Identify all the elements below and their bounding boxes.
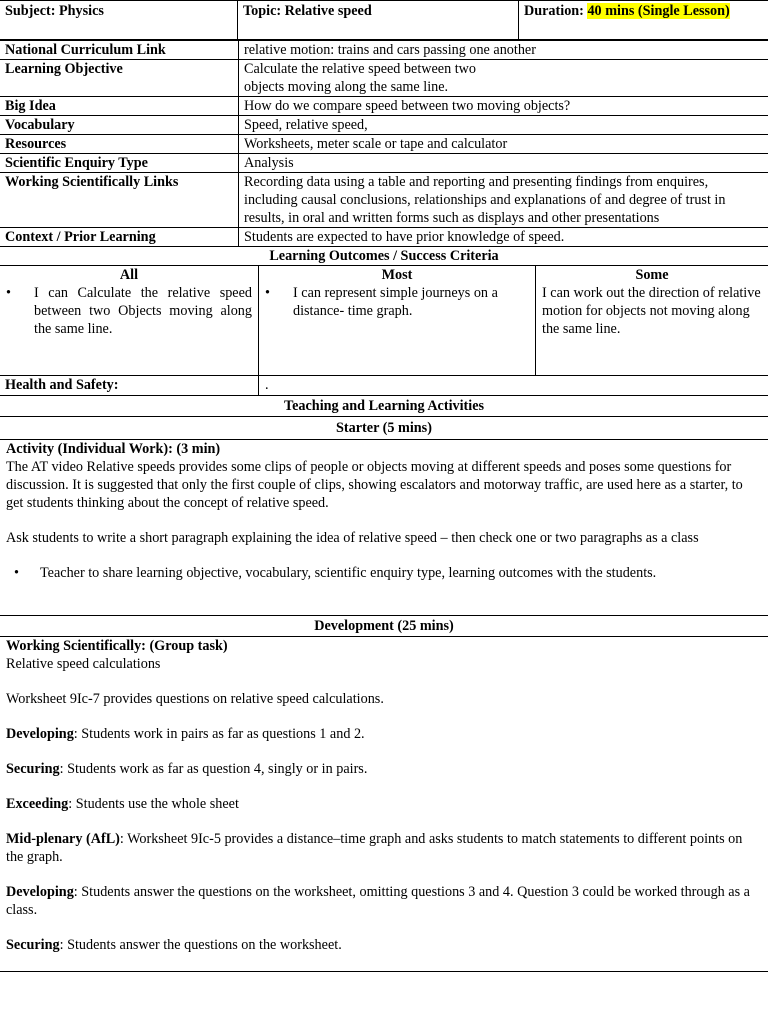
spacer [6,512,762,529]
duration-cell [519,1,768,39]
development-title: Development (25 mins) [0,616,768,637]
info-label: Working Scientifically Links [0,173,239,228]
info-label: Context / Prior Learning [0,228,239,247]
developing-text: : Students work in pairs as far as questions 1 and 2. [73,726,365,742]
info-row [0,41,768,60]
info-label: Big Idea [0,97,239,116]
outcome-all [0,266,259,375]
securing2-item [6,936,762,954]
outcome-most-heading: Most [381,267,413,283]
bullet-icon: • [265,285,270,301]
health-safety-value: . [265,377,269,393]
activities-title: Teaching and Learning Activities [0,396,768,417]
development-end-rule [0,954,768,972]
outcome-most-text [259,284,535,320]
starter-bullet-item [6,564,762,582]
starter-section [0,440,768,582]
outcome-most-body: I can represent simple journeys on a distance- time graph. [293,285,498,319]
outcome-all-first-line [6,284,252,338]
info-value: Recording data using a table and reporting and presenting findings from enquires, including causal conclusions, relationships and explanations of and degree of trust in results, in oral and written forms such as displays and other presentations [239,173,768,228]
midplenary-text: : Worksheet 9Ic-5 provides a distance–time graph and asks students to match statements to different points on the graph. [6,831,743,865]
development-subtitle: Relative speed calculations [6,656,161,672]
spacer [6,778,762,795]
outcome-some [536,266,768,375]
info-label: Scientific Enquiry Type [0,154,239,173]
spacer [6,919,762,936]
info-label: Vocabulary [0,116,239,135]
spacer [6,743,762,760]
starter-paragraph-1: The AT video Relative speeds provides some clips of people or objects moving at different speeds and poses some questions for discussion. It is suggested that only the first couple of clips, showing escalators and motorway traffic, are used here as a starter, to get students thinking about the concept of relative speed. [6,459,743,511]
health-safety-label: Health and Safety: [0,376,259,395]
developing2-text: : Students answer the questions on the worksheet, omitting questions 3 and 4. Question 3 could be worked through as a class. [6,884,750,918]
info-value: How do we compare speed between two moving objects? [239,97,768,116]
info-value: Analysis [239,154,768,173]
developing-item [6,725,762,743]
securing-label: Securing [6,761,60,777]
outcome-all-heading: All [119,267,139,283]
starter-paragraph-3: Teacher to share learning objective, vocabulary, scientific enquiry type, learning outcomes with the students. [40,565,657,581]
info-row [0,97,768,116]
info-row [0,228,768,247]
outcomes-title: Learning Outcomes / Success Criteria [0,247,768,266]
info-row [0,60,768,97]
header-row [0,0,768,40]
developing-label: Developing [6,726,74,742]
securing2-label: Securing [6,937,60,953]
development-group: Working Scientifically: (Group task) [6,638,228,654]
starter-title: Starter (5 mins) [0,417,768,440]
outcomes-row [0,266,768,376]
info-row [0,173,768,228]
spacer [6,547,762,564]
exceeding-text: : Students use the whole sheet [68,796,239,812]
securing-text: : Students work as far as question 4, singly or in pairs. [59,761,368,777]
starter-paragraph-2: Ask students to write a short paragraph explaining the idea of relative speed – then check one or two paragraphs as a class [6,530,699,546]
duration-value: 40 mins (Single Lesson) [587,3,730,19]
starter-end-rule [0,582,768,616]
info-value: Worksheets, meter scale or tape and calculator [239,135,768,154]
developing2-item [6,883,762,919]
outcome-some-heading: Some [635,267,669,283]
info-value: Speed, relative speed, [239,116,768,135]
info-value: relative motion: trains and cars passing one another [239,41,768,60]
info-value [239,60,768,97]
info-value: Students are expected to have prior knowledge of speed. [239,228,768,247]
bullet-icon: • [6,285,11,301]
outcome-some-body: I can work out the direction of relative motion for objects not moving along the same line. [542,285,761,337]
info-row [0,135,768,154]
starter-activity: Activity (Individual Work): (3 min) [6,441,221,457]
spacer [6,813,762,830]
spacer [6,673,762,690]
exceeding-label: Exceeding [6,796,69,812]
development-section [0,637,768,954]
info-row [0,154,768,173]
outcome-all-body: I can Calculate the relative speed between two Objects moving along the same line. [34,285,252,337]
info-label: Learning Objective [0,60,239,97]
securing2-text: : Students answer the questions on the worksheet. [59,937,342,953]
spacer [6,708,762,725]
outcome-most [259,266,536,375]
midplenary-item [6,830,762,866]
spacer [6,866,762,883]
development-worksheet: Worksheet 9Ic-7 provides questions on relative speed calculations. [6,691,384,707]
bullet-icon: • [14,565,19,581]
learning-objective-text: Calculate the relative speed between two objects moving along the same line. [244,61,477,95]
midplenary-label: Mid-plenary (AfL) [6,831,120,847]
health-safety-row [0,376,768,396]
info-label: National Curriculum Link [0,41,239,60]
info-label: Resources [0,135,239,154]
duration-label: Duration: [524,3,584,19]
exceeding-item [6,795,762,813]
developing2-label: Developing [6,884,74,900]
outcome-all-text [0,284,258,338]
securing-item [6,760,762,778]
info-table [0,40,768,247]
subject-cell: Subject: Physics [0,1,238,39]
topic-cell: Topic: Relative speed [238,1,519,39]
info-row [0,116,768,135]
